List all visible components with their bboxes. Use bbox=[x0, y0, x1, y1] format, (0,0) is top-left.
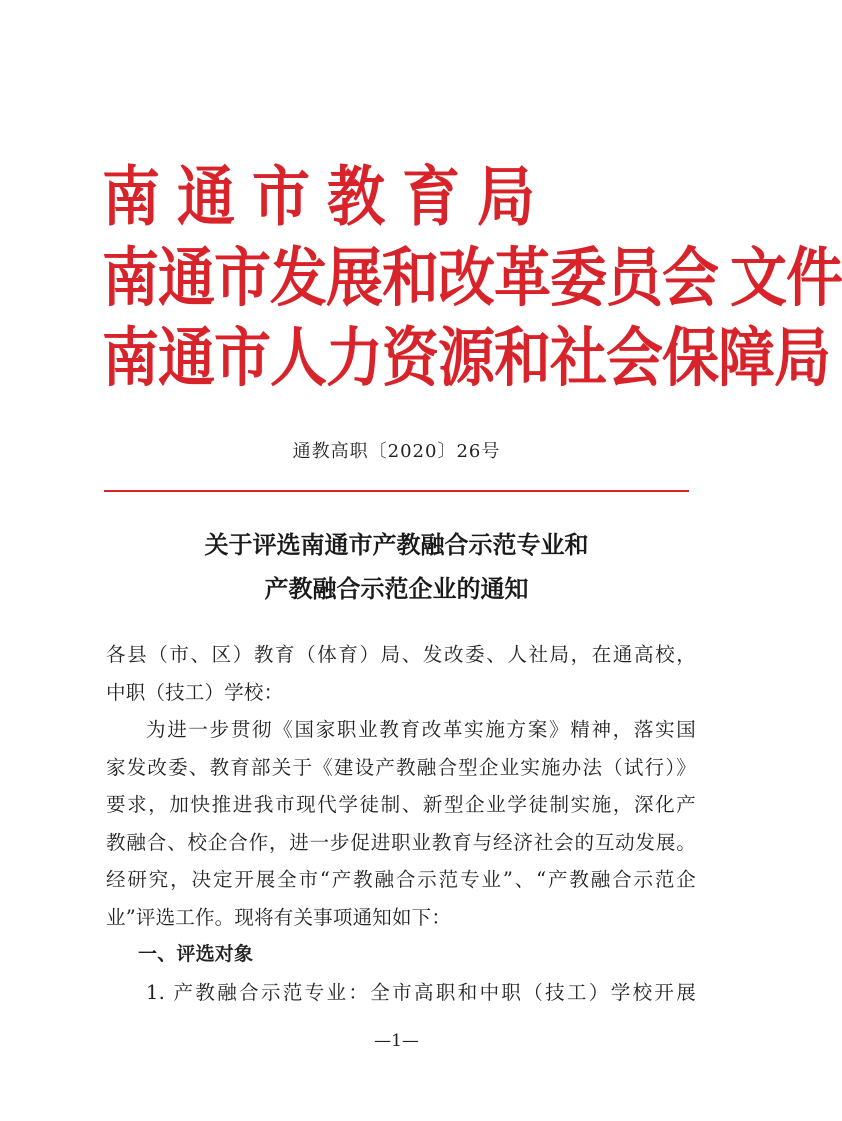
paragraph-line: 教融合、校企合作，进一步促进职业教育与经济社会的互动发展。 bbox=[106, 830, 696, 854]
title-line-2: 产教融合示范企业的通知 bbox=[264, 574, 529, 603]
page-number: —1— bbox=[374, 1031, 419, 1051]
letterhead-document-word: 文件 bbox=[730, 240, 842, 317]
red-divider-line bbox=[104, 490, 689, 492]
paragraph-line: 为进一步贯彻《国家职业教育改革实施方案》精神，落实国 bbox=[146, 718, 696, 741]
section-heading: 一、评选对象 bbox=[138, 943, 254, 965]
list-item: 1. 产教融合示范专业：全市高职和中职（技工）学校开展 bbox=[146, 980, 696, 1004]
paragraph-line: 要求，加快推进我市现代学徒制、新型企业学徒制实施，深化产 bbox=[106, 793, 696, 816]
document-body bbox=[106, 636, 696, 1011]
letterhead-line-education-bureau: 南通市教育局 bbox=[102, 158, 553, 235]
paragraph-line: 业”评选工作。现将有关事项通知如下： bbox=[106, 905, 452, 929]
letterhead-org-name: 南通市发展和改革委员会 bbox=[102, 240, 718, 317]
salutation-line-1: 各县（市、区）教育（体育）局、发改委、人社局，在通高校， bbox=[106, 643, 696, 666]
paragraph-line: 经研究，决定开展全市“产教融合示范专业”、“产教融合示范企 bbox=[106, 868, 696, 891]
salutation-line-2: 中职（技工）学校： bbox=[106, 680, 284, 704]
paragraph-line: 家发改委、教育部关于《建设产教融合型企业实施办法（试行）》 bbox=[106, 755, 696, 779]
letterhead-line-development-reform bbox=[102, 240, 842, 317]
document-number: 通教高职〔2020〕26号 bbox=[292, 441, 501, 462]
document-title bbox=[0, 523, 793, 611]
title-line-1: 关于评选南通市产教融合示范专业和 bbox=[204, 530, 589, 559]
letterhead-line-human-resources: 南通市人力资源和社会保障局 bbox=[102, 320, 830, 397]
